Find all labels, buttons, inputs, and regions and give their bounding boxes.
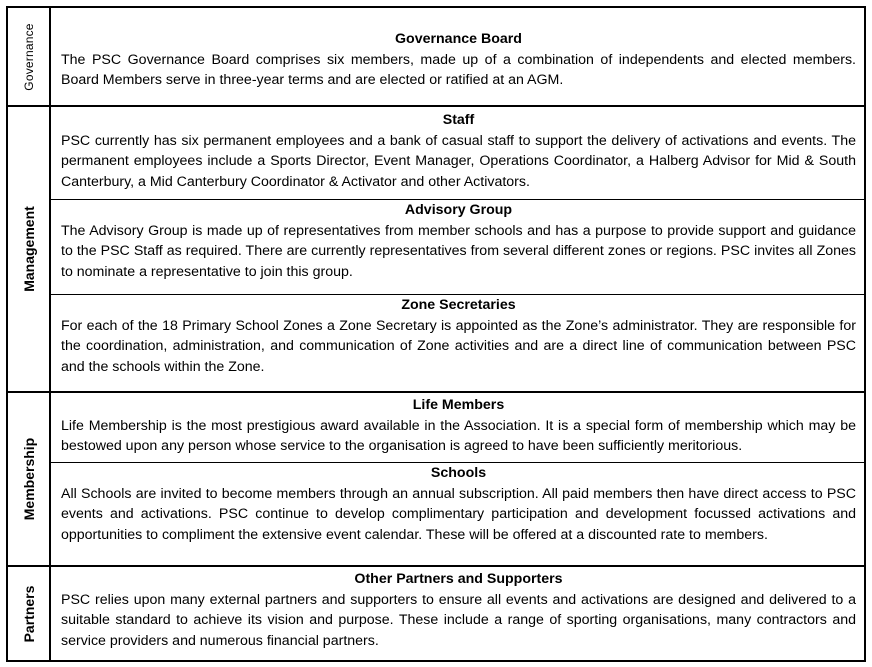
cell-body: The Advisory Group is made up of representatives from member schools and has a purpose to provide support and guidance to the PSC Staff as required. There are currently representatives from several different zones or regions. PSC invites all Zones to nominate a representative to join this group. [61, 222, 856, 280]
cell-heading: Life Members [412, 397, 505, 413]
structure-table [6, 6, 866, 662]
cell-body: PSC relies upon many external partners and supporters to ensure all events and activations are designed and delivered to a suitable standard to achieve its vision and purpose. These include a range of sporting organisations, many contractors and service providers and numerous financial partners. [61, 591, 856, 649]
cell-body: Life Membership is the most prestigious award available in the Association. It is a special form of membership which may be bestowed upon any person whose service to the organisation is agreed to have been sufficiently meritorious. [61, 417, 856, 454]
cell-heading: Other Partners and Supporters [354, 571, 563, 587]
section-partners [8, 565, 864, 660]
section-label-management: Management [8, 107, 51, 391]
cell-schools [51, 462, 864, 545]
cell-heading: Schools [430, 465, 487, 481]
cell-heading: Staff [442, 112, 475, 128]
cell-body: PSC currently has six permanent employees and a bank of casual staff to support the delivery of activations and events. The permanent employees include a Sports Director, Event Manager, Operations Coordinator, a Halberg Advisor for Mid & South Canterbury, a Mid Canterbury Coordinator & Activator and other Activators. [61, 132, 856, 190]
section-label-governance: Governance [8, 8, 51, 105]
section-label-partners: Partners [8, 567, 51, 660]
cell-governance-board [51, 29, 864, 91]
cell-other-partners [51, 569, 864, 651]
cell-heading: Advisory Group [404, 202, 513, 218]
section-management [8, 105, 864, 391]
cell-heading: Governance Board [395, 31, 522, 47]
cell-body: For each of the 18 Primary School Zones a Zone Secretary is appointed as the Zone’s administrator. They are responsible for the coordination, administration, and communication of Zone activities and are a direct line of communication between PSC and the schools within the Zone. [61, 317, 856, 375]
section-governance [8, 8, 864, 105]
section-membership [8, 391, 864, 565]
cell-body: The PSC Governance Board comprises six members, made up of a combination of independents and elected members. Board Members serve in three-year terms and are elected or ratified at an AGM. [61, 51, 856, 88]
cell-life-members [51, 395, 864, 457]
cell-heading: Zone Secretaries [401, 297, 516, 313]
cell-body: All Schools are invited to become members through an annual subscription. All paid members then have direct access to PSC events and activations. PSC continue to develop complimentary participation and development focussed activations and opportunities to compliment the extensive event calendar. These will be offered at a discounted rate to members. [61, 485, 856, 543]
cell-zone-secretaries [51, 294, 864, 377]
cell-staff [51, 110, 864, 192]
section-label-membership: Membership [8, 393, 51, 565]
cell-advisory-group [51, 199, 864, 282]
